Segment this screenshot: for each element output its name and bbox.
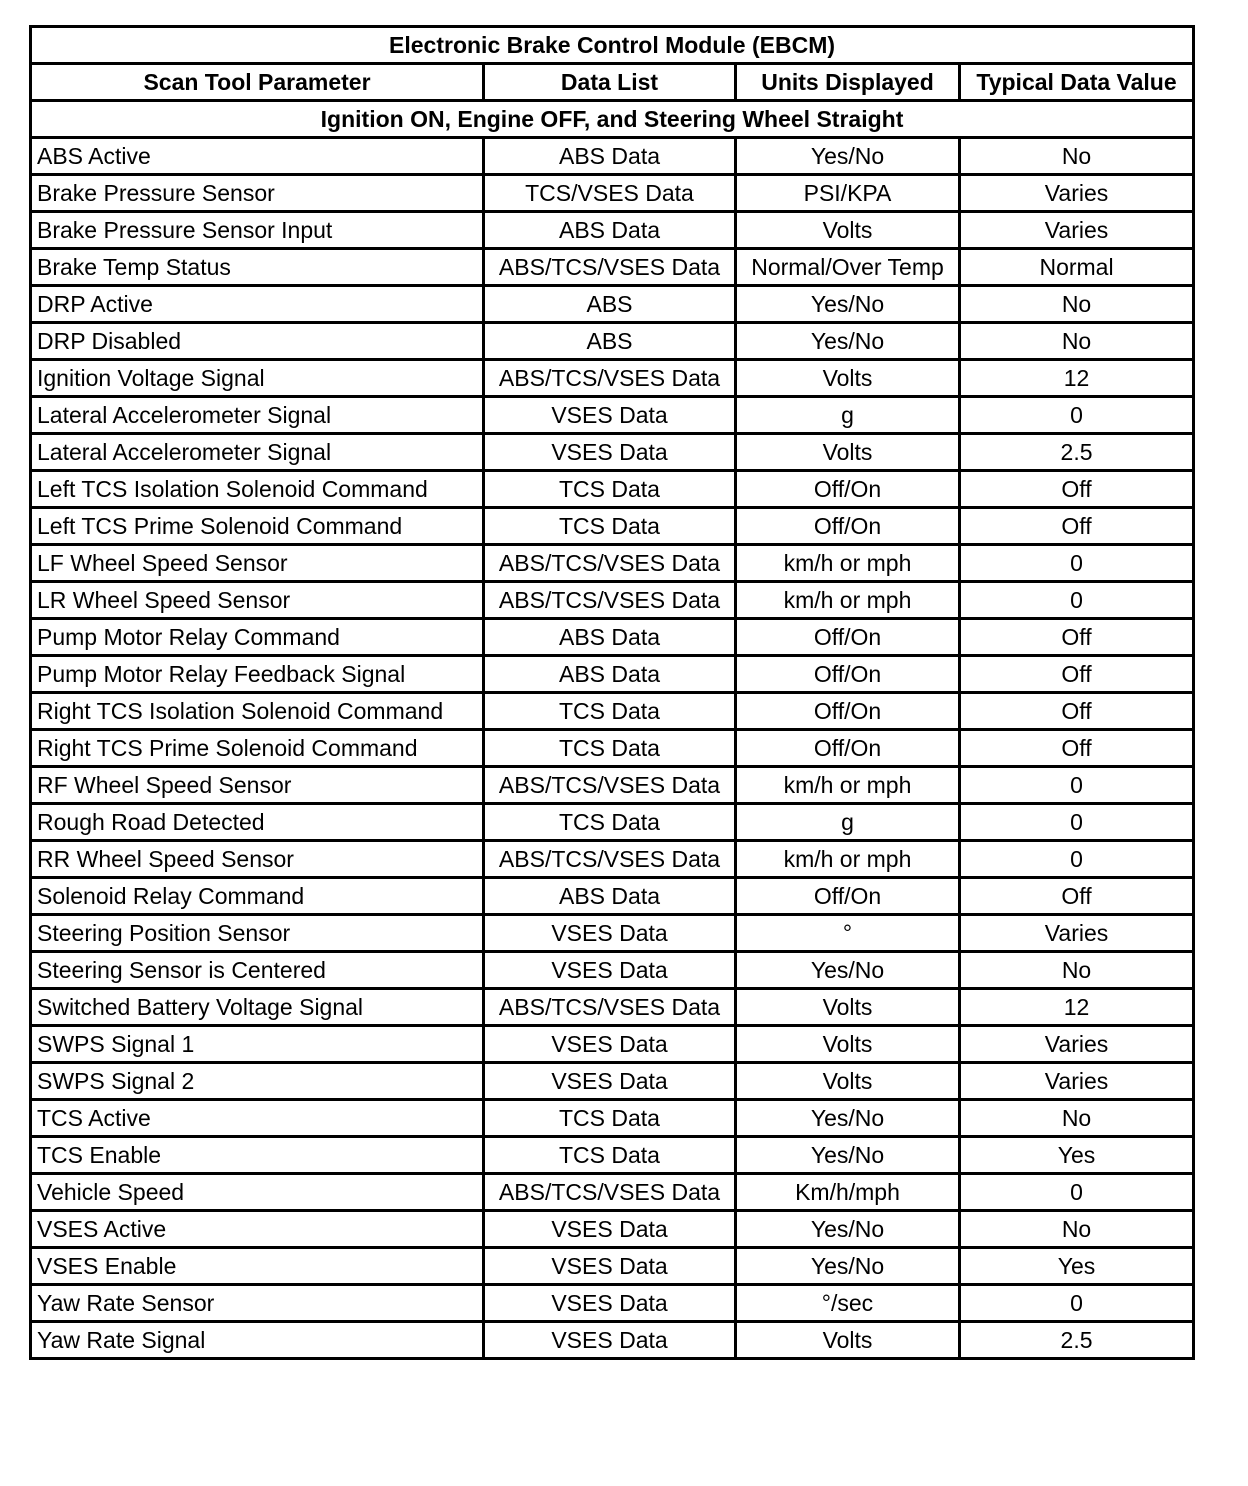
param-cell: TCS Active — [31, 1100, 484, 1137]
units-cell: km/h or mph — [736, 582, 960, 619]
param-cell: Brake Pressure Sensor Input — [31, 212, 484, 249]
typical-value-cell: Yes — [960, 1248, 1194, 1285]
param-cell: Rough Road Detected — [31, 804, 484, 841]
typical-value-cell: 0 — [960, 804, 1194, 841]
table-row — [31, 1137, 1194, 1174]
data-list-cell: TCS Data — [484, 1100, 736, 1137]
typical-value-cell: 12 — [960, 989, 1194, 1026]
param-cell: Lateral Accelerometer Signal — [31, 397, 484, 434]
units-cell: °/sec — [736, 1285, 960, 1322]
data-list-cell: ABS Data — [484, 138, 736, 175]
units-cell: Yes/No — [736, 1137, 960, 1174]
data-list-cell: TCS Data — [484, 804, 736, 841]
table-row — [31, 249, 1194, 286]
units-cell: Yes/No — [736, 1248, 960, 1285]
table-row — [31, 804, 1194, 841]
data-list-cell: TCS Data — [484, 1137, 736, 1174]
typical-value-cell: Off — [960, 471, 1194, 508]
data-list-cell: TCS/VSES Data — [484, 175, 736, 212]
param-cell: Left TCS Isolation Solenoid Command — [31, 471, 484, 508]
data-list-cell: ABS — [484, 323, 736, 360]
typical-value-cell: No — [960, 1100, 1194, 1137]
header-typical-data-value: Typical Data Value — [960, 64, 1194, 101]
units-cell: ° — [736, 915, 960, 952]
data-list-cell: ABS Data — [484, 619, 736, 656]
data-list-cell: TCS Data — [484, 693, 736, 730]
param-cell: Right TCS Prime Solenoid Command — [31, 730, 484, 767]
typical-value-cell: Varies — [960, 175, 1194, 212]
units-cell: Yes/No — [736, 323, 960, 360]
typical-value-cell: No — [960, 952, 1194, 989]
title-row — [31, 27, 1194, 64]
param-cell: Yaw Rate Signal — [31, 1322, 484, 1359]
table-row — [31, 323, 1194, 360]
typical-value-cell: 0 — [960, 841, 1194, 878]
table-row — [31, 397, 1194, 434]
typical-value-cell: Varies — [960, 1026, 1194, 1063]
data-list-cell: VSES Data — [484, 1248, 736, 1285]
units-cell: PSI/KPA — [736, 175, 960, 212]
data-list-cell: VSES Data — [484, 915, 736, 952]
header-units-displayed: Units Displayed — [736, 64, 960, 101]
units-cell: Yes/No — [736, 1211, 960, 1248]
units-cell: Off/On — [736, 471, 960, 508]
table-row — [31, 1026, 1194, 1063]
typical-value-cell: Off — [960, 508, 1194, 545]
table-row — [31, 360, 1194, 397]
table-row — [31, 286, 1194, 323]
table-row — [31, 767, 1194, 804]
table-row — [31, 1285, 1194, 1322]
units-cell: Off/On — [736, 656, 960, 693]
typical-value-cell: 0 — [960, 397, 1194, 434]
units-cell: Yes/No — [736, 1100, 960, 1137]
units-cell: Km/h/mph — [736, 1174, 960, 1211]
units-cell: Volts — [736, 434, 960, 471]
units-cell: g — [736, 397, 960, 434]
data-list-cell: VSES Data — [484, 1322, 736, 1359]
param-cell: SWPS Signal 1 — [31, 1026, 484, 1063]
data-list-cell: TCS Data — [484, 730, 736, 767]
units-cell: Volts — [736, 360, 960, 397]
table-row — [31, 656, 1194, 693]
table-row — [31, 915, 1194, 952]
param-cell: Yaw Rate Sensor — [31, 1285, 484, 1322]
param-cell: Brake Pressure Sensor — [31, 175, 484, 212]
header-row — [31, 64, 1194, 101]
param-cell: ABS Active — [31, 138, 484, 175]
table-row — [31, 1174, 1194, 1211]
units-cell: Volts — [736, 1322, 960, 1359]
units-cell: g — [736, 804, 960, 841]
param-cell: Pump Motor Relay Feedback Signal — [31, 656, 484, 693]
data-list-cell: TCS Data — [484, 471, 736, 508]
table-row — [31, 841, 1194, 878]
param-cell: Ignition Voltage Signal — [31, 360, 484, 397]
table-row — [31, 1248, 1194, 1285]
param-cell: Right TCS Isolation Solenoid Command — [31, 693, 484, 730]
param-cell: Steering Position Sensor — [31, 915, 484, 952]
param-cell: RR Wheel Speed Sensor — [31, 841, 484, 878]
units-cell: Off/On — [736, 508, 960, 545]
typical-value-cell: No — [960, 1211, 1194, 1248]
typical-value-cell: Off — [960, 656, 1194, 693]
param-cell: VSES Active — [31, 1211, 484, 1248]
data-list-cell: ABS Data — [484, 878, 736, 915]
typical-value-cell: Off — [960, 730, 1194, 767]
condition-row — [31, 101, 1194, 138]
units-cell: Volts — [736, 989, 960, 1026]
data-list-cell: VSES Data — [484, 1026, 736, 1063]
data-list-cell: VSES Data — [484, 1285, 736, 1322]
param-cell: Pump Motor Relay Command — [31, 619, 484, 656]
typical-value-cell: Off — [960, 619, 1194, 656]
param-cell: SWPS Signal 2 — [31, 1063, 484, 1100]
units-cell: Off/On — [736, 693, 960, 730]
data-list-cell: ABS/TCS/VSES Data — [484, 545, 736, 582]
table-row — [31, 175, 1194, 212]
table-row — [31, 878, 1194, 915]
table-row — [31, 1100, 1194, 1137]
table-row — [31, 619, 1194, 656]
param-cell: VSES Enable — [31, 1248, 484, 1285]
data-list-cell: VSES Data — [484, 397, 736, 434]
ebcm-data-table — [29, 25, 1195, 1360]
units-cell: Off/On — [736, 730, 960, 767]
test-condition: Ignition ON, Engine OFF, and Steering Wheel Straight — [31, 101, 1194, 138]
typical-value-cell: Off — [960, 878, 1194, 915]
units-cell: Volts — [736, 1063, 960, 1100]
table-row — [31, 138, 1194, 175]
typical-value-cell: No — [960, 323, 1194, 360]
table-row — [31, 508, 1194, 545]
units-cell: Off/On — [736, 878, 960, 915]
data-list-cell: ABS Data — [484, 656, 736, 693]
param-cell: RF Wheel Speed Sensor — [31, 767, 484, 804]
table-row — [31, 989, 1194, 1026]
param-cell: Switched Battery Voltage Signal — [31, 989, 484, 1026]
units-cell: Volts — [736, 1026, 960, 1063]
data-list-cell: ABS/TCS/VSES Data — [484, 767, 736, 804]
table-row — [31, 471, 1194, 508]
param-cell: Steering Sensor is Centered — [31, 952, 484, 989]
typical-value-cell: 0 — [960, 545, 1194, 582]
units-cell: Yes/No — [736, 138, 960, 175]
typical-value-cell: No — [960, 286, 1194, 323]
units-cell: Off/On — [736, 619, 960, 656]
param-cell: LR Wheel Speed Sensor — [31, 582, 484, 619]
typical-value-cell: Varies — [960, 1063, 1194, 1100]
table-body — [31, 138, 1194, 1359]
table-title: Electronic Brake Control Module (EBCM) — [31, 27, 1194, 64]
param-cell: Vehicle Speed — [31, 1174, 484, 1211]
typical-value-cell: Varies — [960, 212, 1194, 249]
units-cell: Volts — [736, 212, 960, 249]
table-row — [31, 1063, 1194, 1100]
param-cell: DRP Disabled — [31, 323, 484, 360]
header-scan-tool-parameter: Scan Tool Parameter — [31, 64, 484, 101]
table-row — [31, 212, 1194, 249]
param-cell: DRP Active — [31, 286, 484, 323]
data-list-cell: VSES Data — [484, 952, 736, 989]
typical-value-cell: Varies — [960, 915, 1194, 952]
param-cell: LF Wheel Speed Sensor — [31, 545, 484, 582]
data-list-cell: ABS/TCS/VSES Data — [484, 249, 736, 286]
param-cell: Solenoid Relay Command — [31, 878, 484, 915]
data-list-cell: ABS/TCS/VSES Data — [484, 841, 736, 878]
table-row — [31, 434, 1194, 471]
typical-value-cell: 0 — [960, 1285, 1194, 1322]
units-cell: km/h or mph — [736, 767, 960, 804]
header-data-list: Data List — [484, 64, 736, 101]
table-row — [31, 952, 1194, 989]
typical-value-cell: Off — [960, 693, 1194, 730]
data-list-cell: VSES Data — [484, 434, 736, 471]
data-list-cell: ABS Data — [484, 212, 736, 249]
typical-value-cell: 2.5 — [960, 1322, 1194, 1359]
typical-value-cell: 0 — [960, 1174, 1194, 1211]
table-row — [31, 1322, 1194, 1359]
data-list-cell: ABS/TCS/VSES Data — [484, 582, 736, 619]
typical-value-cell: 0 — [960, 582, 1194, 619]
data-list-cell: TCS Data — [484, 508, 736, 545]
data-list-cell: ABS — [484, 286, 736, 323]
typical-value-cell: Yes — [960, 1137, 1194, 1174]
data-list-cell: VSES Data — [484, 1063, 736, 1100]
param-cell: Lateral Accelerometer Signal — [31, 434, 484, 471]
table-row — [31, 693, 1194, 730]
data-list-cell: ABS/TCS/VSES Data — [484, 1174, 736, 1211]
table-row — [31, 582, 1194, 619]
param-cell: Brake Temp Status — [31, 249, 484, 286]
units-cell: Yes/No — [736, 286, 960, 323]
data-list-cell: ABS/TCS/VSES Data — [484, 360, 736, 397]
typical-value-cell: 2.5 — [960, 434, 1194, 471]
typical-value-cell: 0 — [960, 767, 1194, 804]
typical-value-cell: Normal — [960, 249, 1194, 286]
param-cell: TCS Enable — [31, 1137, 484, 1174]
table-row — [31, 730, 1194, 767]
table-row — [31, 1211, 1194, 1248]
data-list-cell: ABS/TCS/VSES Data — [484, 989, 736, 1026]
units-cell: Yes/No — [736, 952, 960, 989]
units-cell: Normal/Over Temp — [736, 249, 960, 286]
param-cell: Left TCS Prime Solenoid Command — [31, 508, 484, 545]
units-cell: km/h or mph — [736, 841, 960, 878]
table-row — [31, 545, 1194, 582]
units-cell: km/h or mph — [736, 545, 960, 582]
typical-value-cell: No — [960, 138, 1194, 175]
data-list-cell: VSES Data — [484, 1211, 736, 1248]
typical-value-cell: 12 — [960, 360, 1194, 397]
